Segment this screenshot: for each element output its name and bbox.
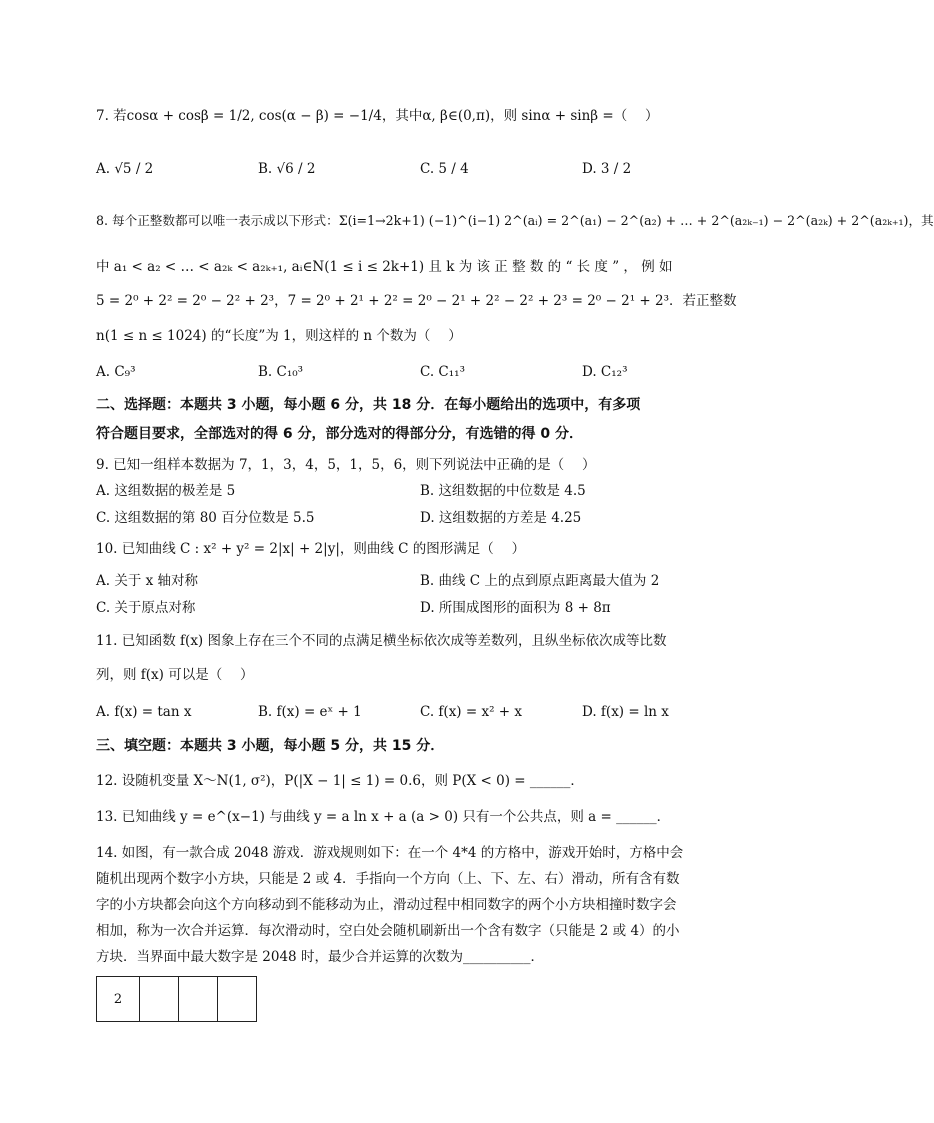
q14-line-1: 14. 如图，有一款合成 2048 游戏．游戏规则如下：在一个 4*4 的方格中，游戏开始时，方格中会 — [96, 845, 684, 861]
q10-option-a: A. 关于 x 轴对称 — [96, 573, 199, 589]
q11-option-b: B. f(x) = eˣ + 1 — [258, 704, 362, 720]
section-3-heading: 三、填空题：本题共 3 小题，每小题 5 分，共 15 分． — [96, 738, 445, 754]
section-2-heading-line-1: 二、选择题：本题共 3 小题，每小题 6 分，共 18 分．在每小题给出的选项中，有多项 — [96, 397, 641, 413]
q8-option-b: B. C₁₀³ — [258, 364, 304, 380]
q8-line-2: 中 a₁ < a₂ < … < a₂ₖ < a₂ₖ₊₁, aᵢ∈N(1 ≤ i ≤ 2k+1) 且 k 为 该 正 整 数 的 “ 长 度 ” ， 例 如 — [96, 259, 673, 275]
grid-cell — [179, 977, 218, 1022]
q8-line-4: n(1 ≤ n ≤ 1024) 的“长度”为 1，则这样的 n 个数为（ ） — [96, 328, 462, 344]
grid-cell — [140, 977, 179, 1022]
q7-stem: 7. 若cosα + cosβ = 1/2, cos(α − β) = −1/4，其中α, β∈(0,π)，则 sinα + sinβ =（ ） — [96, 108, 659, 124]
q12-stem: 12. 设随机变量 X～N(1, σ²)，P(|X − 1| ≤ 1) = 0.6，则 P(X < 0) = ______． — [96, 773, 584, 789]
q7-option-c: C. 5 / 4 — [420, 161, 469, 177]
q14-line-5: 方块．当界面中最大数字是 2048 时，最少合并运算的次数为__________． — [96, 949, 544, 965]
q11-option-c: C. f(x) = x² + x — [420, 704, 523, 720]
grid-cell: 2 — [97, 977, 140, 1022]
q7-option-a: A. √5 / 2 — [96, 161, 154, 177]
q9-option-d: D. 这组数据的方差是 4.25 — [420, 510, 582, 526]
q8-line-3: 5 = 2⁰ + 2² = 2⁰ − 2² + 2³，7 = 2⁰ + 2¹ + 2² = 2⁰ − 2¹ + 2² − 2² + 2³ = 2⁰ − 2¹ + 2³．若正整数 — [96, 293, 737, 309]
q9-option-a: A. 这组数据的极差是 5 — [96, 483, 236, 499]
q8-option-d: D. C₁₂³ — [582, 364, 628, 380]
grid-cell — [218, 977, 257, 1022]
q11-line-2: 列，则 f(x) 可以是（ ） — [96, 667, 254, 683]
q7-option-b: B. √6 / 2 — [258, 161, 316, 177]
q14-line-3: 字的小方块都会向这个方向移动到不能移动为止，滑动过程中相同数字的两个小方块相撞时数字会 — [96, 897, 677, 913]
q10-option-c: C. 关于原点对称 — [96, 600, 196, 616]
q11-option-d: D. f(x) = ln x — [582, 704, 669, 720]
q10-option-d: D. 所围成图形的面积为 8 + 8π — [420, 600, 611, 616]
section-2-heading-line-2: 符合题目要求，全部选对的得 6 分，部分选对的得部分分，有选错的得 0 分． — [96, 426, 583, 442]
q10-stem: 10. 已知曲线 C : x² + y² = 2|x| + 2|y|，则曲线 C 的图形满足（ ） — [96, 541, 526, 557]
q9-option-b: B. 这组数据的中位数是 4.5 — [420, 483, 586, 499]
q9-option-c: C. 这组数据的第 80 百分位数是 5.5 — [96, 510, 315, 526]
q8-line-1: 8. 每个正整数都可以唯一表示成以下形式：Σ(i=1→2k+1) (−1)^(i−1) 2^(aᵢ) = 2^(a₁) − 2^(a₂) + … + 2^(a₂ₖ₋₁) − 2^(a₂ₖ) + 2^(a₂ₖ₊₁)，其 — [96, 213, 934, 228]
q9-stem: 9. 已知一组样本数据为 7，1，3，4，5，1，5，6，则下列说法中正确的是（ ） — [96, 457, 596, 473]
q8-option-a: A. C₉³ — [96, 364, 136, 380]
q14-line-2: 随机出现两个数字小方块，只能是 2 或 4．手指向一个方向（上、下、左、右）滑动，所有含有数 — [96, 871, 680, 887]
game-2048-grid-row — [96, 976, 257, 1022]
q11-option-a: A. f(x) = tan x — [96, 704, 192, 720]
q7-option-d: D. 3 / 2 — [582, 161, 632, 177]
q13-stem: 13. 已知曲线 y = e^(x−1) 与曲线 y = a ln x + a (a > 0) 只有一个公共点，则 a = ______． — [96, 809, 671, 825]
q10-option-b: B. 曲线 C 上的点到原点距离最大值为 2 — [420, 573, 660, 589]
q14-line-4: 相加，称为一次合并运算．每次滑动时，空白处会随机刷新出一个含有数字（只能是 2 或 4）的小 — [96, 923, 680, 939]
q8-option-c: C. C₁₁³ — [420, 364, 465, 380]
q11-line-1: 11. 已知函数 f(x) 图象上存在三个不同的点满足横坐标依次成等差数列，且纵坐标依次成等比数 — [96, 633, 667, 649]
